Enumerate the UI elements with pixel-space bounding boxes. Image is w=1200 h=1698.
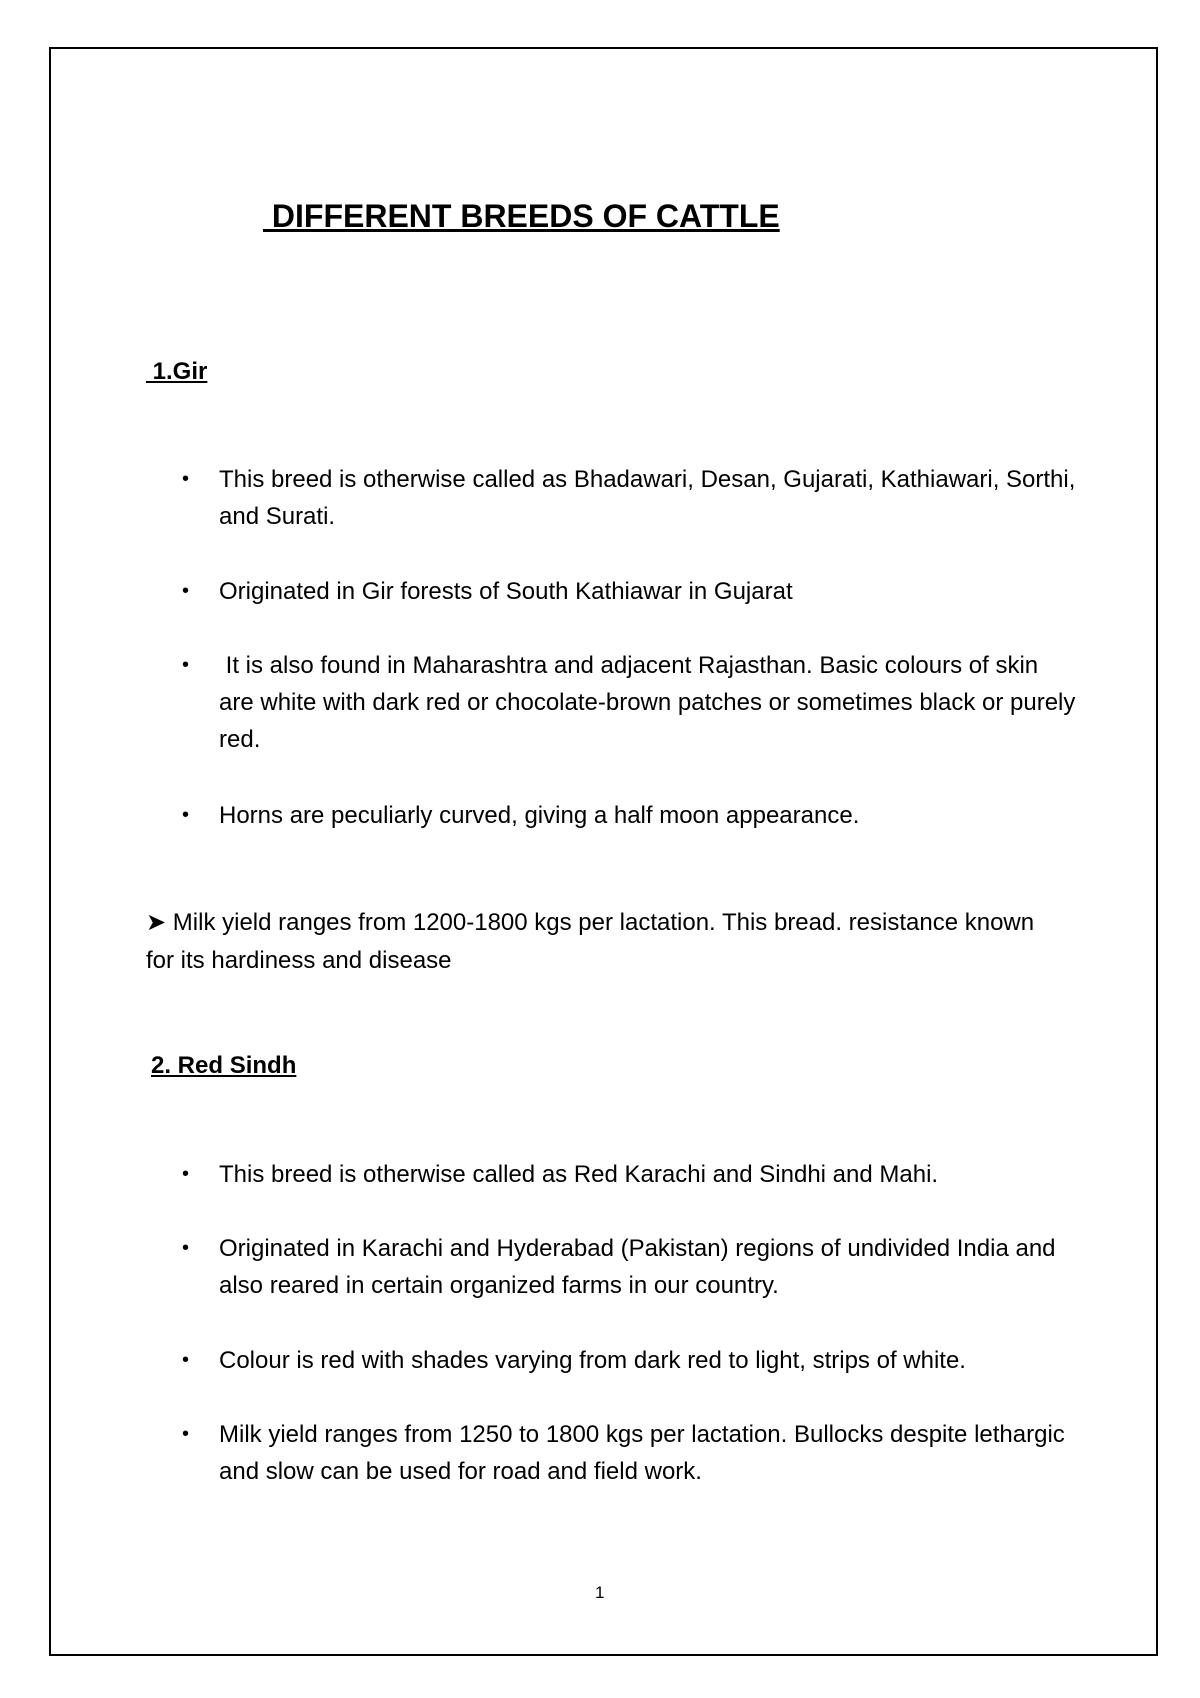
bullet-text: This breed is otherwise called as Red Karachi and Sindhi and Mahi. [219, 1161, 939, 1188]
note-text: Milk yield ranges from 1200-1800 kgs per lactation. This bread. resistance known for its hardiness and disease [146, 909, 1035, 974]
list-item [178, 647, 1083, 758]
list-item [178, 1230, 1078, 1304]
section-heading-gir: 1.Gir [146, 358, 208, 385]
bullet-text: Originated in Karachi and Hyderabad (Pakistan) regions of undivided India and also reared in certain organized farms in our country. [219, 1235, 1063, 1299]
bullet-icon: • [182, 804, 190, 826]
page-number: 1 [595, 1583, 605, 1602]
list-item [178, 1156, 1078, 1193]
document-title: DIFFERENT BREEDS OF CATTLE [263, 198, 780, 234]
list-item [178, 797, 1078, 834]
bullet-icon: • [182, 1349, 190, 1371]
bullet-icon: • [182, 1237, 190, 1259]
bullet-icon: • [182, 468, 190, 490]
bullet-icon: • [182, 580, 190, 602]
bullet-text: This breed is otherwise called as Bhadawari, Desan, Gujarati, Kathiawari, Sorthi, and Surati. [219, 466, 1083, 530]
bullet-text: Milk yield ranges from 1250 to 1800 kgs per lactation. Bullocks despite lethargic and slow can be used for road and field work. [219, 1421, 1072, 1485]
list-item [178, 461, 1083, 535]
bullet-text: Originated in Gir forests of South Kathiawar in Gujarat [219, 578, 793, 605]
bullet-icon: • [182, 1163, 190, 1185]
list-item [178, 1342, 1078, 1379]
bullet-text: Colour is red with shades varying from dark red to light, strips of white. [219, 1347, 966, 1374]
arrow-icon: ➤ [146, 909, 167, 936]
bullet-text: Horns are peculiarly curved, giving a half moon appearance. [219, 802, 860, 829]
page-border [49, 47, 1158, 1656]
bullet-icon: • [182, 1423, 190, 1445]
bullet-icon: • [182, 654, 190, 676]
milk-yield-note [146, 904, 1046, 980]
list-item [178, 573, 1078, 610]
list-item [178, 1416, 1078, 1490]
bullet-text: It is also found in Maharashtra and adjacent Rajasthan. Basic colours of skin are white with dark red or chocolate-brown patches or sometimes black or purely red. [219, 652, 1083, 753]
section-heading-red-sindh: 2. Red Sindh [151, 1052, 297, 1079]
